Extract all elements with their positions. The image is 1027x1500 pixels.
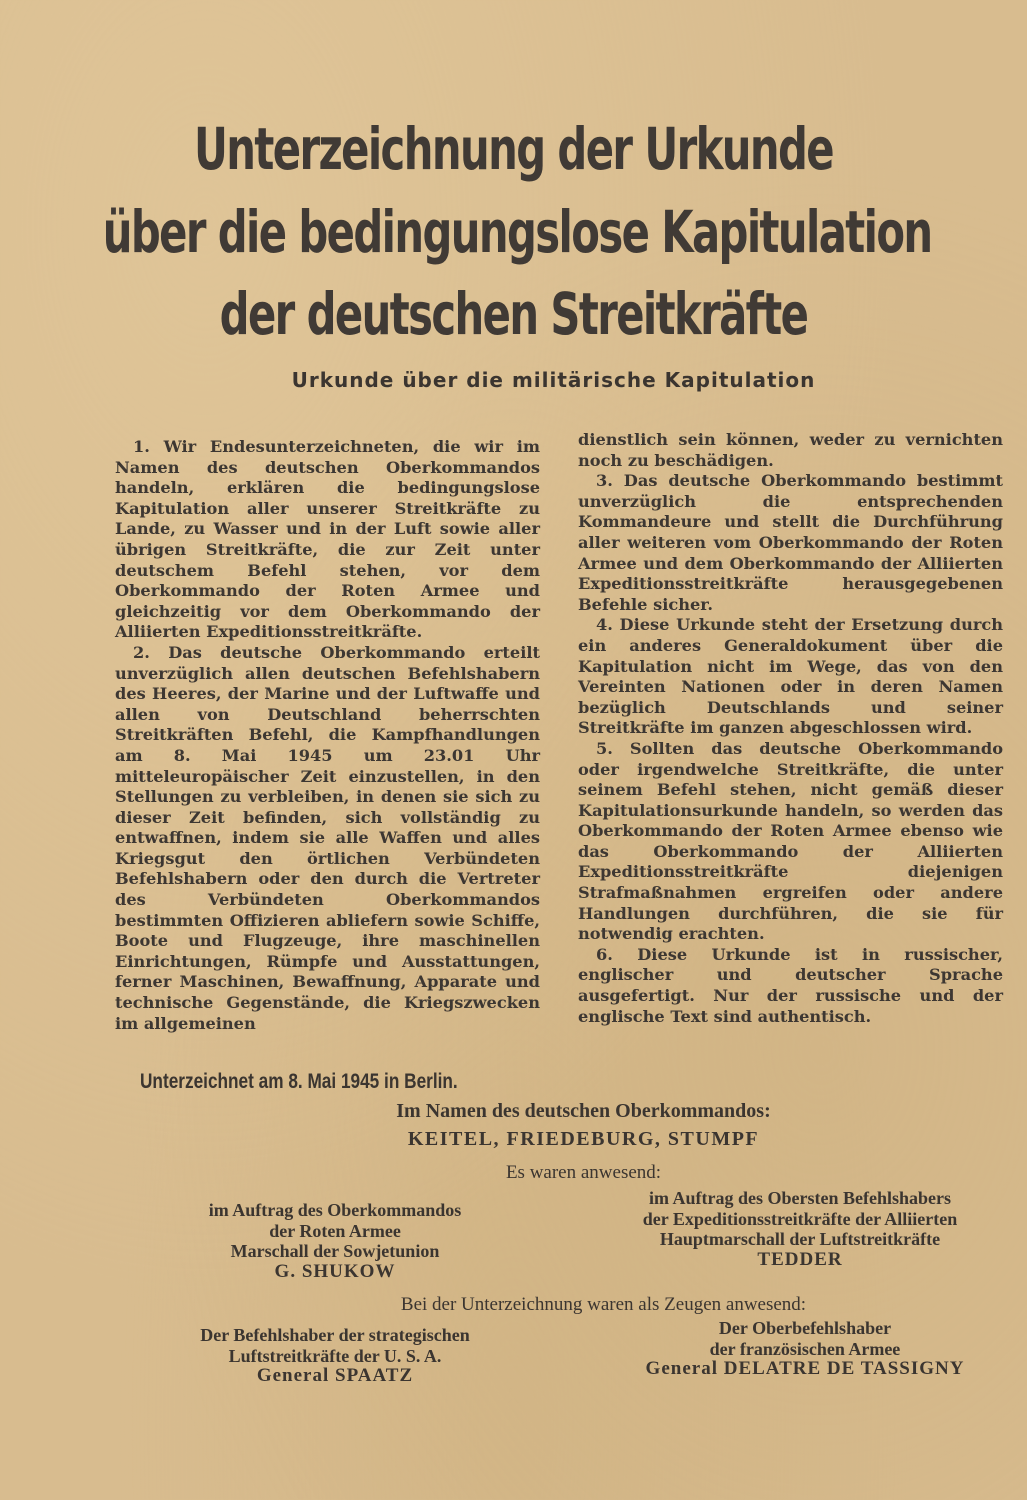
paragraph-2: 2. Das deutsche Oberkommando erteilt unverzüglich allen deutschen Befehlshabern des Heeres, der Marine und der Luftwaffe und allen von Deutschland beherrschten Streitkräften Befehl, die Kampfhandlungen am 8. Mai 1945 um 23.01 Uhr mitteleuropäischer Zeit einzustellen, in den Stellungen zu verbleiben, in denen sie sich zu dieser Zeit befinden, sich vollständig zu entwaffnen, indem sie alle Waffen und alles Kriegsgut den örtlichen Verbündeten Befehlshabern oder den durch die Vertreter des Verbündeten Oberkommandos bestimmten Offizieren abliefern sowie Schiffe, Boote und Flugzeuge, ihre maschinellen Einrichtungen, Rümpfe und Ausstattungen, ferner Maschinen, Bewaffnung, Apparate und technische Gegenstände, die Kriegszwecken im allgemeinen [115, 642, 540, 1033]
witness-label: Bei der Unterzeichnung waren als Zeugen anwesend: [400, 1294, 807, 1315]
paragraph-4: 4. Diese Urkunde steht der Ersetzung durch ein anderes Generaldokument über die Kapitulation nicht im Wege, das von den Vereinten Nationen oder in deren Namen bezüglich Deutschlands und seiner Streitkräfte im ganzen abgeschlossen wird. [578, 615, 1003, 738]
soviet-name: G. SHUKOW [274, 1260, 396, 1282]
paragraph-3: 3. Das deutsche Oberkommando bestimmt unverzüglich die entsprechenden Kommandeure und stellt die Durchführung aller weiteren vom Oberkommando der Roten Armee und dem Oberkommando der Alliierten Expeditionsstreitkräfte herausgegebenen Befehle sicher. [578, 471, 1003, 614]
allied-name: TEDDER [757, 1248, 843, 1270]
allied-line-1: im Auftrag des Obersten Befehlshabers [649, 1188, 951, 1208]
headline-line-1: Unterzeichnung der Urkunde [193, 115, 834, 183]
signed-line: Unterzeichnet am 8. Mai 1945 in Berlin. [140, 1070, 458, 1093]
headline-line-2: über die bedingungslose Kapitulation [102, 198, 932, 266]
paragraph-2-continued: dienstlich sein können, weder zu vernichten noch zu beschädigen. [578, 430, 1003, 470]
headline-line-3: der deutschen Streitkräfte [219, 280, 808, 348]
usa-line-2: Luftstreitkräfte der U. S. A. [228, 1345, 442, 1366]
allied-line-2: der Expeditionsstreitkräfte der Alliierten [642, 1208, 958, 1229]
usa-witness-block [150, 1325, 520, 1387]
german-signatories: KEITEL, FRIEDEBURG, STUMPF [407, 1128, 760, 1150]
allied-signatory-block [590, 1188, 1010, 1270]
soviet-signatory-block [160, 1200, 510, 1282]
soviet-line-2: der Roten Armee [269, 1220, 401, 1241]
paragraph-1: 1. Wir Endesunterzeichneten, die wir im Namen des deutschen Oberkommandos handeln, erklären die bedingungslose Kapitulation aller unserer Streitkräfte zu Lande, zu Wasser und in der Luft sowie aller übrigen Streitkräfte, die zur Zeit unter deutschem Befehl stehen, vor dem Oberkommando der Roten Armee und gleichzeitig vor dem Oberkommando der Alliierten Expeditionsstreitkräfte. [115, 437, 540, 642]
soviet-line-1: im Auftrag des Oberkommandos [208, 1200, 462, 1220]
paragraph-6: 6. Diese Urkunde ist in russischer, englischer und deutscher Sprache ausgefertigt. Nur der russische und der englische Text sind authentisch. [578, 944, 1003, 1026]
allied-line-3: Hauptmarschall der Luftstreitkräfte [659, 1229, 941, 1249]
france-name: General DELATRE DE TASSIGNY [645, 1358, 965, 1379]
text-column-left [115, 437, 540, 1034]
text-column-right [578, 430, 1003, 1027]
france-witness-block [600, 1318, 1010, 1380]
german-command-label: Im Namen des deutschen Oberkommandos: [396, 1100, 771, 1122]
france-line-1: Der Oberbefehlshaber [718, 1318, 892, 1338]
soviet-line-3: Marschall der Sowjetunion [230, 1241, 440, 1261]
subtitle: Urkunde über die militärische Kapitulation [291, 368, 816, 392]
usa-name: General SPAATZ [256, 1365, 414, 1386]
present-label: Es waren anwesend: [505, 1162, 662, 1183]
paragraph-5: 5. Sollten das deutsche Oberkommando oder irgendwelche Streitkräfte, die unter seinem Befehl stehen, nicht gemäß dieser Kapitulationsurkunde handeln, so werden das Oberkommando der Roten Armee ebenso wie das Oberkommando der Alliierten Expeditionsstreitkräfte diejenigen Strafmaßnahmen ergreifen oder andere Handlungen durchführen, die sie für notwendig erachten. [578, 738, 1003, 944]
france-line-2: der französischen Armee [709, 1338, 901, 1359]
usa-line-1: Der Befehlshaber der strategischen [200, 1325, 470, 1345]
